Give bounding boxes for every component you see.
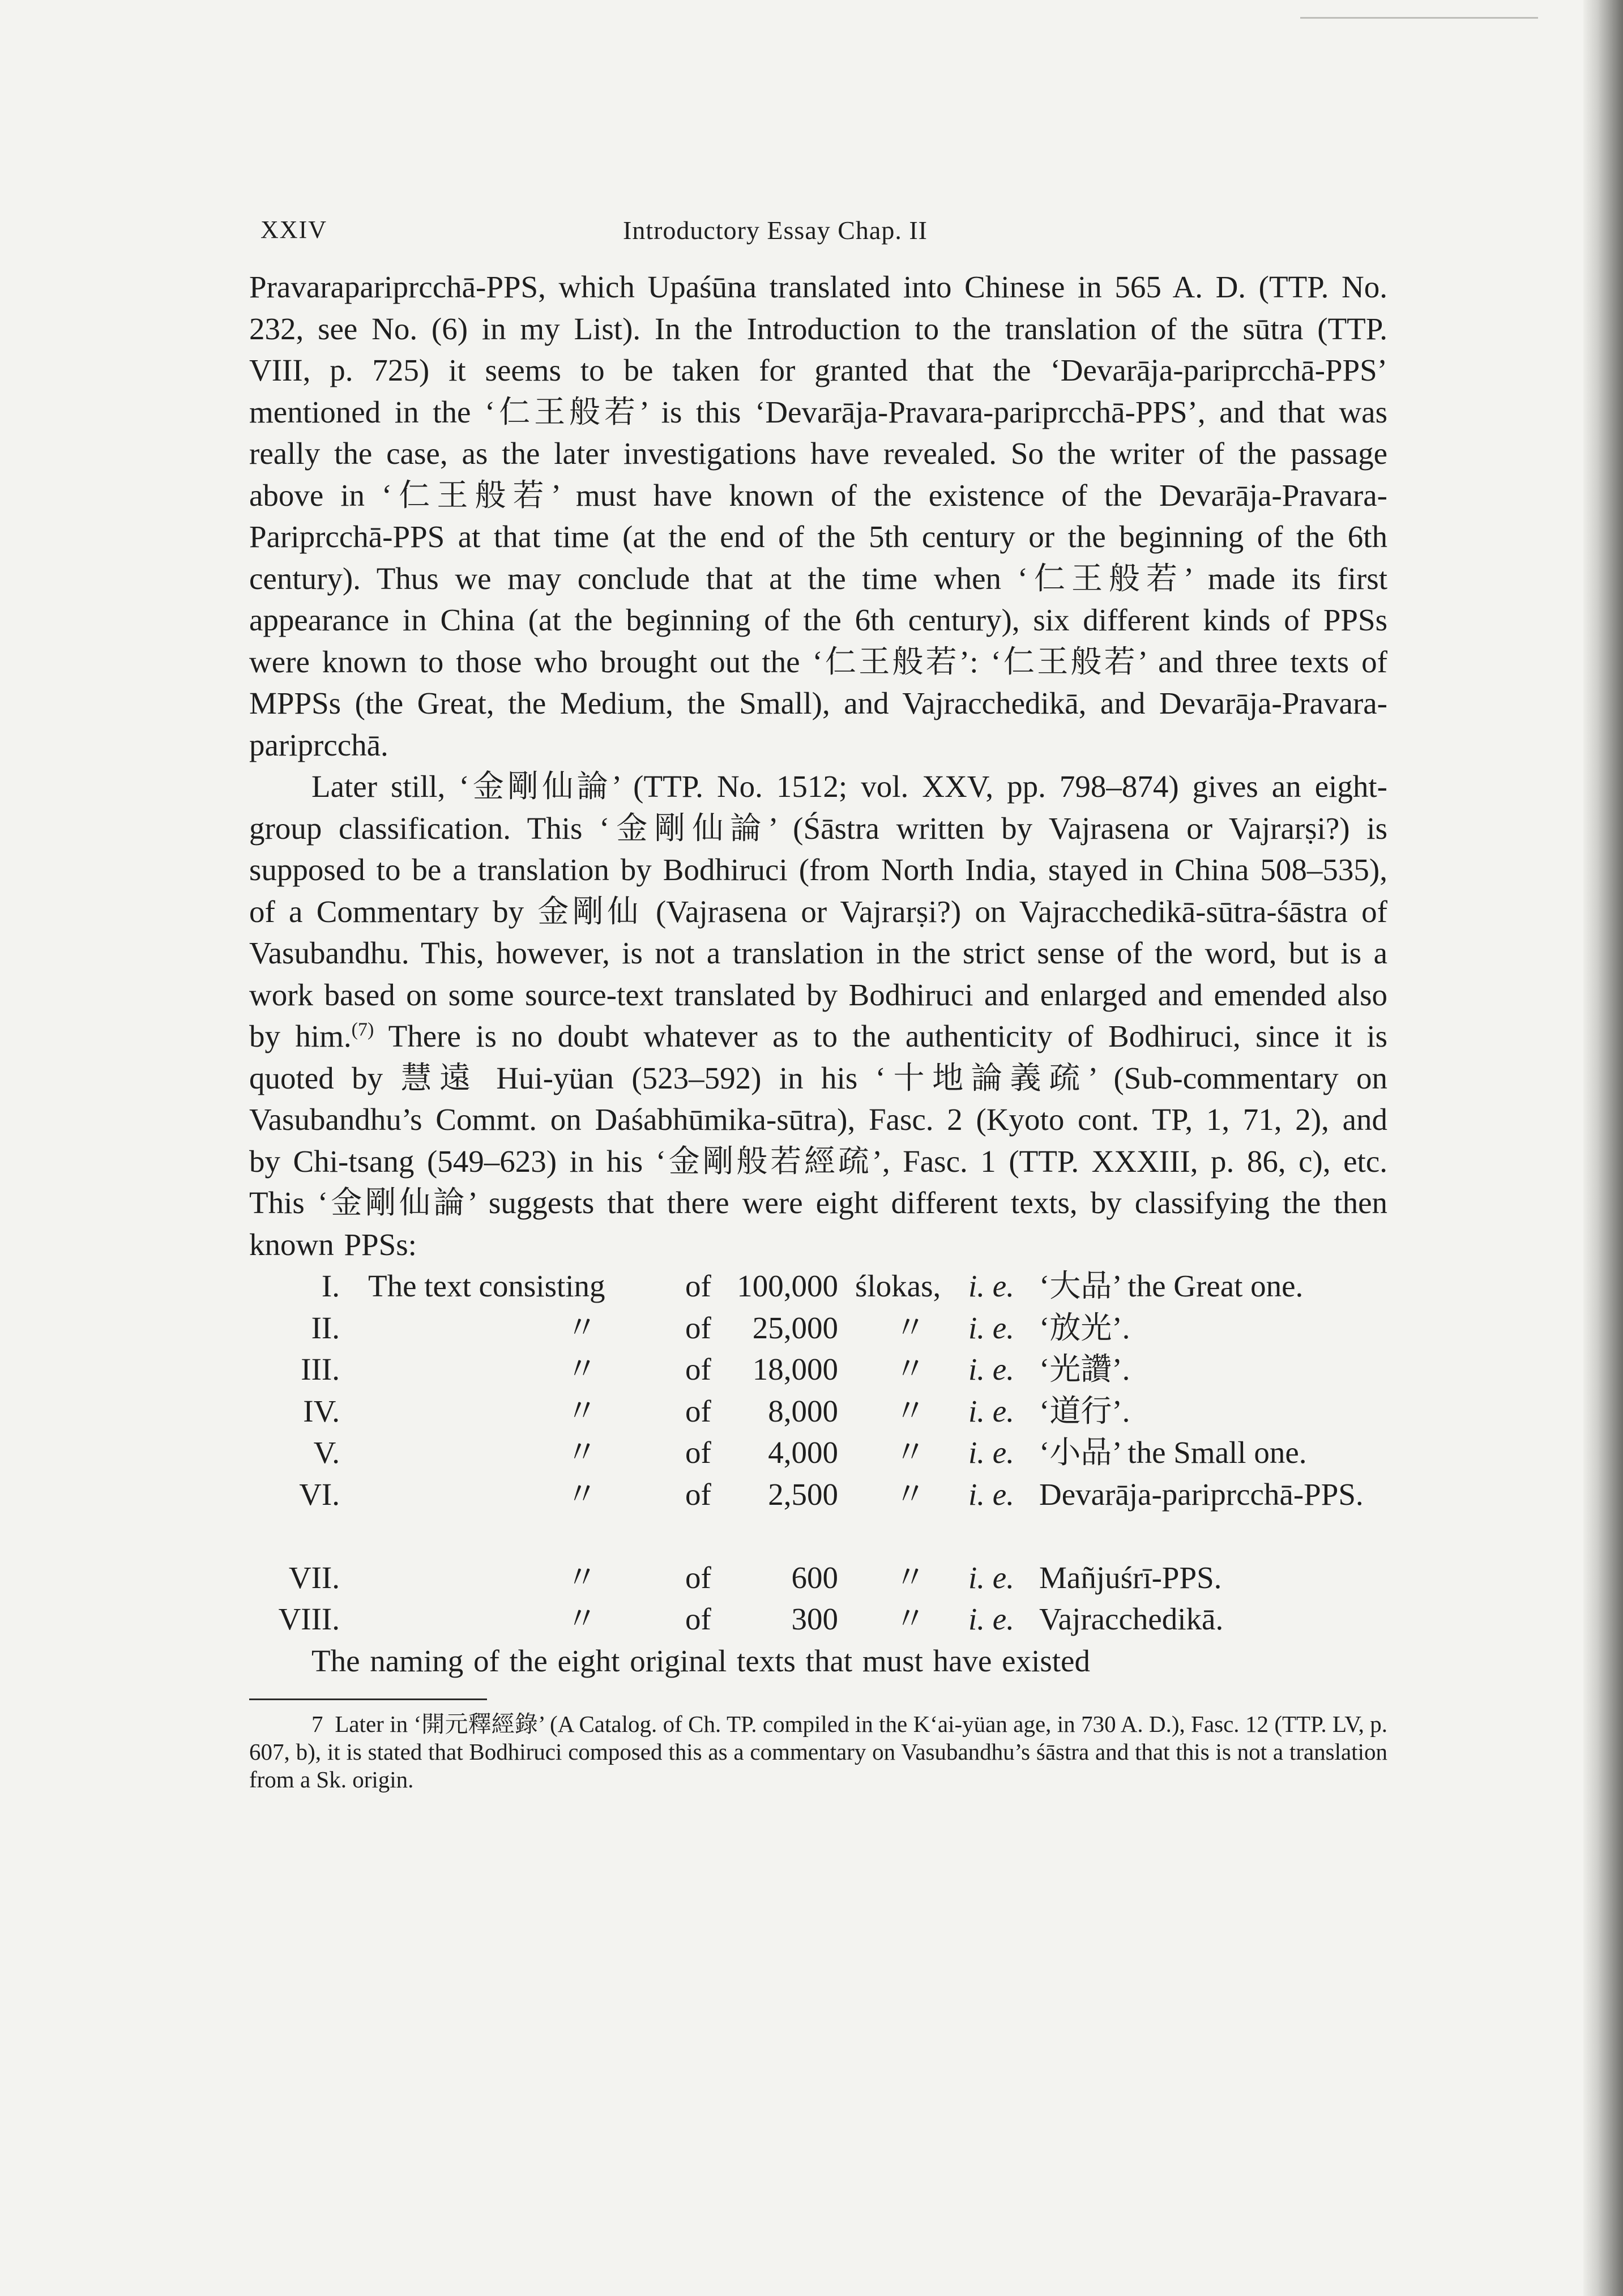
footnote-text: Later in ‘開元釋經錄’ (A Catalog. of Ch. TP. compiled in the K‘ai-yüan age, in 730 A. D.), Fasc. 12 (TTP. LV, p. 607, b), it is stated that Bodhiruci composed this as a commentary on Vasubandhu’s śāstra and that this is not a translation from a Sk. origin. — [249, 1711, 1387, 1793]
row-count: 300 — [791, 1602, 838, 1636]
paragraph-3: The naming of the eight original texts that must have existed — [311, 1643, 1090, 1678]
row-count: 100,000 — [737, 1269, 838, 1303]
paragraph-2-part-a: Later still, ‘金剛仙論’ (TTP. No. 1512; vol. XXV, pp. 798–874) gives an eight-group classification. This ‘金剛仙論’ (Śāstra written by Vajrasena or Vajrarṣi?) is supposed to be a translation by Bodhiruci (from North India, stayed in China 508–535), of a Commentary by 金剛仙 (Vajrasena or Vajrarṣi?) on Vajracchedikā-sūtra-śāstra of Vasubandhu. This, however, is not a translation in the strict sense of the word, but is a work based on some source-text translated by Bodhiruci and enlarged and emended also by him. — [249, 769, 1387, 1053]
row-ie: i. e. — [968, 1435, 1014, 1470]
row-name: Mañjuśrī-PPS. — [1039, 1560, 1222, 1595]
row-name: ‘光讚’. — [1039, 1352, 1130, 1386]
row-ditto: 〃 — [566, 1310, 598, 1345]
row-numeral: II. — [311, 1310, 340, 1345]
row-of: of — [685, 1602, 711, 1636]
row-unit: ślokas, — [855, 1269, 941, 1303]
row-of: of — [685, 1393, 711, 1428]
book-page — [249, 204, 1387, 1794]
row-ditto: 〃 — [566, 1352, 598, 1386]
classification-row — [249, 1390, 1387, 1432]
row-ditto: 〃 — [566, 1393, 598, 1428]
classification-row — [249, 1307, 1387, 1349]
row-name: Vajracchedikā. — [1039, 1602, 1224, 1636]
row-ditto: 〃 — [566, 1435, 598, 1470]
paragraph-2-part-b: There is no doubt whatever as to the authenticity of Bodhiruci, since it is quoted by 慧遠 Hui-yüan (523–592) in his ‘十地論義疏’ (Sub-commentary on Vasubandhu’s Commt. on Daśabhūmika-sūtra), Fasc. 2 (Kyoto cont. TP, 1, 71, 2), and by Chi-tsang (549–623) in his ‘金剛般若經疏’, Fasc. 1 (TTP. XXXIII, p. 86, c), etc. This ‘金剛仙論’ suggests that there were eight different texts, by classifying the then known PPSs: — [249, 1019, 1387, 1262]
footnote-rule — [249, 1698, 487, 1700]
row-ie: i. e. — [968, 1310, 1014, 1345]
row-ie: i. e. — [968, 1560, 1014, 1595]
row-ditto: 〃 — [566, 1602, 598, 1636]
classification-row — [249, 1348, 1387, 1390]
row-name: ‘放光’. — [1039, 1310, 1130, 1345]
footnote-mark: 7 — [311, 1711, 323, 1737]
row-ie: i. e. — [968, 1393, 1014, 1428]
row-count: 4,000 — [768, 1435, 838, 1470]
classification-row — [249, 1432, 1387, 1474]
row-of: of — [685, 1269, 711, 1303]
classification-row — [249, 1474, 1387, 1557]
footnote — [249, 1710, 1387, 1794]
row-numeral: IV. — [303, 1393, 340, 1428]
row-ie: i. e. — [968, 1602, 1014, 1636]
row-unit: 〃 — [895, 1435, 926, 1470]
row-of: of — [685, 1352, 711, 1386]
classification-row — [249, 1598, 1387, 1640]
row-count: 2,500 — [768, 1476, 838, 1512]
page-number: XXIV — [260, 216, 327, 244]
row-numeral: III. — [301, 1352, 340, 1386]
row-ditto: 〃 — [566, 1560, 598, 1595]
scan-top-rule — [1300, 17, 1538, 19]
row-count: 600 — [791, 1560, 838, 1595]
row-ie: i. e. — [968, 1269, 1014, 1303]
row-numeral: VIII. — [278, 1602, 340, 1636]
row-of: of — [685, 1560, 711, 1595]
row-name: ‘道行’. — [1039, 1393, 1130, 1428]
classification-row — [249, 1557, 1387, 1599]
row-numeral: I. — [321, 1269, 340, 1303]
page-header — [249, 204, 1387, 266]
row-name: ‘大品’ the Great one. — [1039, 1269, 1304, 1303]
row-of: of — [685, 1476, 711, 1512]
paragraph-2 — [249, 766, 1387, 1265]
note-marker: (7) — [351, 1019, 374, 1040]
row-unit: 〃 — [895, 1560, 926, 1595]
paragraph-1: Pravarapariprcchā-PPS, which Upaśūna translated into Chinese in 565 A. D. (TTP. No. 232, see No. (6) in my List). In the Introduction to the translation of the sūtra (TTP. VIII, p. 725) it seems to be taken for granted that the ‘Devarāja-pariprcchā-PPS’ mentioned in the ‘仁王般若’ is this ‘Devarāja-Pravara-pariprcchā-PPS’, and that was really the case, as the later investigations have revealed. So the writer of the passage above in ‘仁王般若’ must have known of the existence of the Devarāja-Pravara-Pariprcchā-PPS at that time (at the end of the 5th century or the beginning of the 6th century). Thus we may conclude that at the time when ‘仁王般若’ made its first appearance in China (at the beginning of the 6th century), six different kinds of PPSs were known to those who brought out the ‘仁王般若’: ‘仁王般若’ and three texts of MPPSs (the Great, the Medium, the Small), and Vajracchedikā, and Devarāja-Pravara-pariprcchā. — [249, 270, 1387, 762]
row-unit: 〃 — [895, 1602, 926, 1636]
row-numeral: VII. — [288, 1560, 340, 1595]
row-text: The text consisting — [368, 1269, 605, 1303]
row-name: ‘小品’ the Small one. — [1039, 1435, 1307, 1470]
row-of: of — [685, 1435, 711, 1470]
classification-list — [249, 1265, 1387, 1640]
scan-page-edge — [1583, 0, 1623, 2296]
row-unit: 〃 — [895, 1393, 926, 1428]
row-unit: 〃 — [895, 1476, 926, 1512]
row-ditto: 〃 — [566, 1476, 598, 1512]
row-of: of — [685, 1310, 711, 1345]
row-count: 25,000 — [752, 1310, 838, 1345]
row-count: 18,000 — [752, 1352, 838, 1386]
row-ie: i. e. — [968, 1352, 1014, 1386]
row-unit: 〃 — [895, 1352, 926, 1386]
row-ie: i. e. — [968, 1476, 1014, 1512]
row-count: 8,000 — [768, 1393, 838, 1428]
classification-row — [249, 1265, 1387, 1307]
running-title: Introductory Essay Chap. II — [623, 216, 928, 245]
row-numeral: V. — [313, 1435, 340, 1470]
row-numeral: VI. — [299, 1476, 340, 1512]
row-unit: 〃 — [895, 1310, 926, 1345]
row-name: Devarāja-pariprcchā-PPS. — [1039, 1476, 1364, 1512]
